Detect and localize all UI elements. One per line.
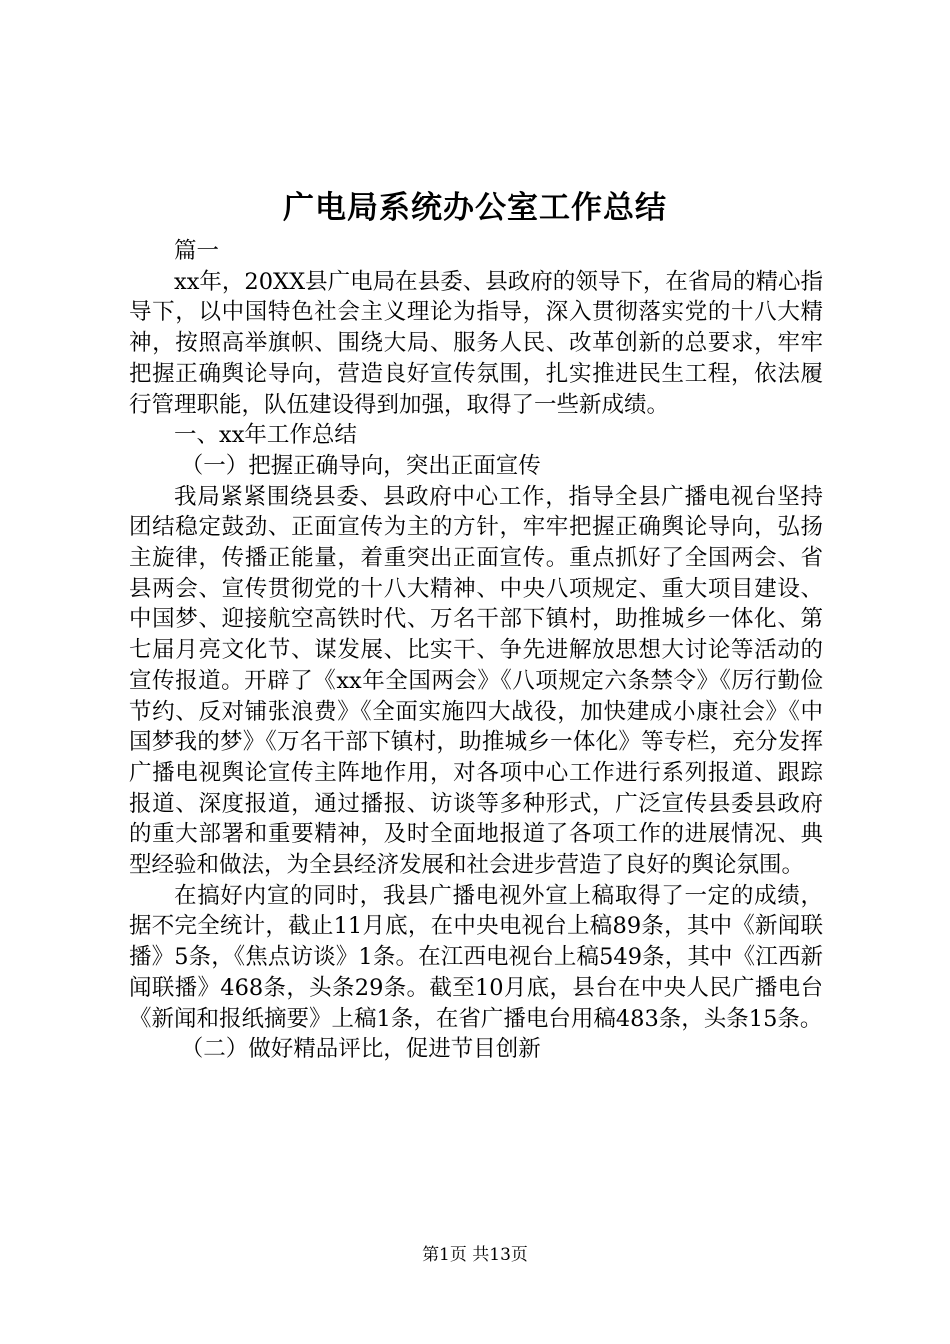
document-title: 广电局系统办公室工作总结: [283, 190, 667, 226]
document-body: [129, 236, 823, 1065]
subsection-heading: （二）做好精品评比，促进节目创新: [180, 1036, 541, 1063]
section-label: 篇一: [174, 238, 220, 264]
intro-paragraph: xx年，20XX县广电局在县委、县政府的领导下，在省局的精心指导下，以中国特色社会主义理论为指导，深入贯彻落实党的十八大精神，按照高举旗帜、围绕大局、服务人民、改革创新的总要求，牢牢把握正确舆论导向，营造良好宣传氛围，扎实推进民生工程，依法履行管理职能，队伍建设得到加强，取得了一些新成绩。: [129, 268, 823, 418]
body-paragraph: 我局紧紧围绕县委、县政府中心工作，指导全县广播电视台坚持团结稳定鼓劲、正面宣传为主的方针，牢牢把握正确舆论导向，弘扬主旋律，传播正能量，着重突出正面宣传。重点抓好了全国两会、省县两会、宣传贯彻党的十八大精神、中央八项规定、重大项目建设、中国梦、迎接航空高铁时代、万名干部下镇村，助推城乡一体化、第七届月亮文化节、谋发展、比实干、争先进解放思想大讨论等活动的宣传报道。开辟了《xx年全国两会》《八项规定六条禁令》《厉行勤俭节约、反对铺张浪费》《全面实施四大战役，加快建成小康社会》《中国梦我的梦》《万名干部下镇村，助推城乡一体化》等专栏，充分发挥广播电视舆论宣传主阵地作用，对各项中心工作进行系列报道、跟踪报道、深度报道，通过播报、访谈等多种形式，广泛宣传县委县政府的重大部署和重要精神，及时全面地报道了各项工作的进展情况、典型经验和做法，为全县经济发展和社会进步营造了良好的舆论氛围。: [129, 483, 823, 879]
page-footer: 第1页 共13页: [422, 1245, 528, 1265]
body-paragraph: 在搞好内宣的同时，我县广播电视外宣上稿取得了一定的成绩，据不完全统计，截止11月底，在中央电视台上稿89条，其中《新闻联播》5条，《焦点访谈》1条。在江西电视台上稿549条，其中《江西新闻联播》468条，头条29条。截至10月底，县台在中央人民广播电台《新闻和报纸摘要》上稿1条，在省广播电台用稿483条，头条15条。: [129, 882, 823, 1032]
section-heading: 一、xx年工作总结: [174, 422, 357, 449]
subsection-heading: （一）把握正确导向，突出正面宣传: [180, 452, 541, 479]
